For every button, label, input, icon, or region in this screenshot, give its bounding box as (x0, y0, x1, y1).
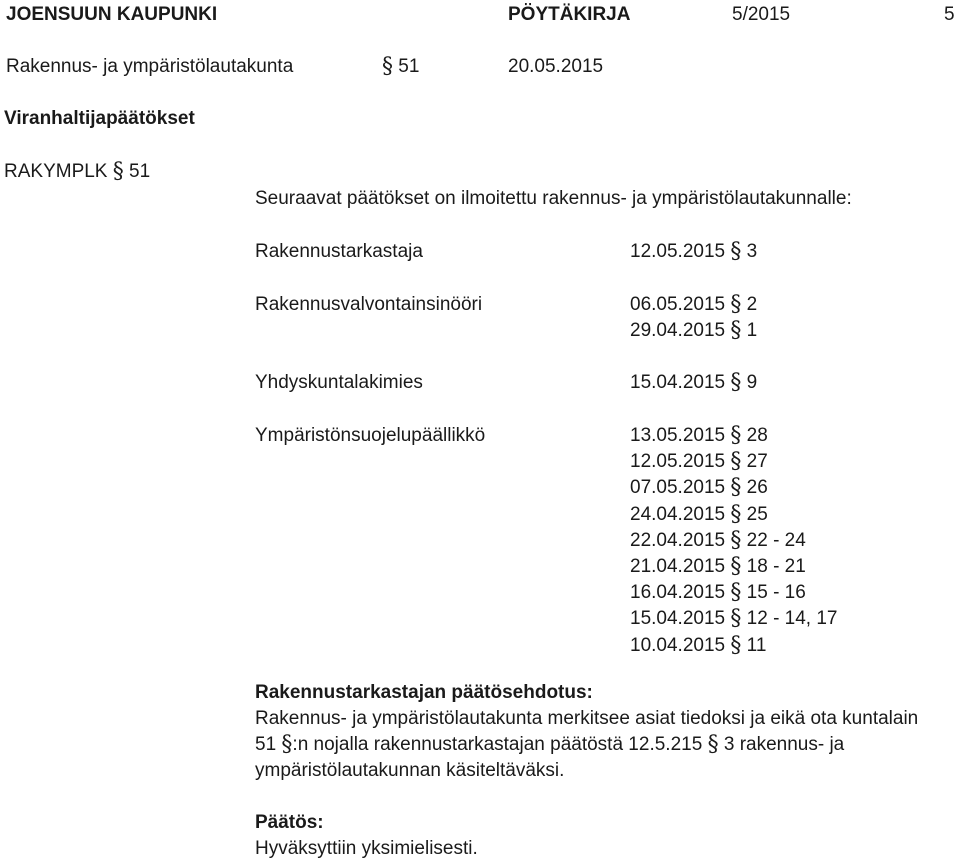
committee-name: Rakennus- ja ympäristölautakunta (6, 56, 294, 77)
decision-item: 12.05.2015 § 27 (630, 449, 768, 475)
page-number: 5 (944, 4, 955, 25)
official-title: Ympäristönsuojelupäällikkö (255, 425, 486, 446)
decision-item: 07.05.2015 § 26 (630, 475, 768, 501)
proposal-line: 51 §:n nojalla rakennustarkastajan päätöstä 12.5.215 § 3 rakennus- ja (255, 732, 845, 757)
header-section-ref (382, 55, 419, 79)
intro-text: Seuraavat päätökset on ilmoitettu rakennus- ja ympäristölautakunnalle: (255, 188, 852, 209)
decision-item: 21.04.2015 § 18 - 21 (630, 554, 806, 580)
meeting-date: 20.05.2015 (508, 56, 604, 77)
section-reference (4, 160, 150, 184)
decision-heading: Päätös: (255, 812, 324, 833)
proposal-line: ympäristölautakunnan käsiteltäväksi. (255, 760, 565, 781)
reference-number: 51 (129, 161, 151, 182)
official-title: Rakennusvalvontainsinööri (255, 294, 483, 315)
decision-item: 06.05.2015 § 2 (630, 292, 758, 317)
decision-list (630, 423, 838, 659)
document-type: PÖYTÄKIRJA (508, 4, 631, 25)
decision-item: 15.04.2015 § 9 (630, 370, 758, 395)
decision-item: 10.04.2015 § 11 (630, 632, 767, 658)
proposal-line: Rakennus- ja ympäristölautakunta merkitsee asiat tiedoksi ja eikä ota kuntalain (255, 708, 919, 729)
organization-name: JOENSUUN KAUPUNKI (6, 4, 218, 25)
decision-item: 16.04.2015 § 15 - 16 (630, 580, 806, 606)
section-title: Viranhaltijapäätökset (4, 108, 195, 129)
decision-item: 15.04.2015 § 12 - 14, 17 (630, 606, 838, 632)
proposal-heading: Rakennustarkastajan päätösehdotus: (255, 682, 593, 703)
official-title: Rakennustarkastaja (255, 241, 423, 262)
section-symbol: § (382, 54, 393, 79)
reference-code: RAKYMPLK (4, 161, 108, 182)
official-title: Yhdyskuntalakimies (255, 372, 423, 393)
decision-item: 29.04.2015 § 1 (630, 318, 758, 344)
decision-list (630, 292, 757, 344)
decision-text: Hyväksyttiin yksimielisesti. (255, 838, 478, 859)
decision-item: 13.05.2015 § 28 (630, 423, 768, 448)
proposal-text (255, 706, 918, 784)
decision-list (630, 239, 757, 265)
decision-item: 12.05.2015 § 3 (630, 239, 758, 264)
decision-item: 22.04.2015 § 22 - 24 (630, 527, 806, 553)
decision-item: 24.04.2015 § 25 (630, 501, 768, 527)
document-number: 5/2015 (732, 4, 791, 25)
decision-list (630, 370, 757, 396)
section-symbol: § (112, 159, 124, 184)
section-number: 51 (398, 56, 420, 77)
